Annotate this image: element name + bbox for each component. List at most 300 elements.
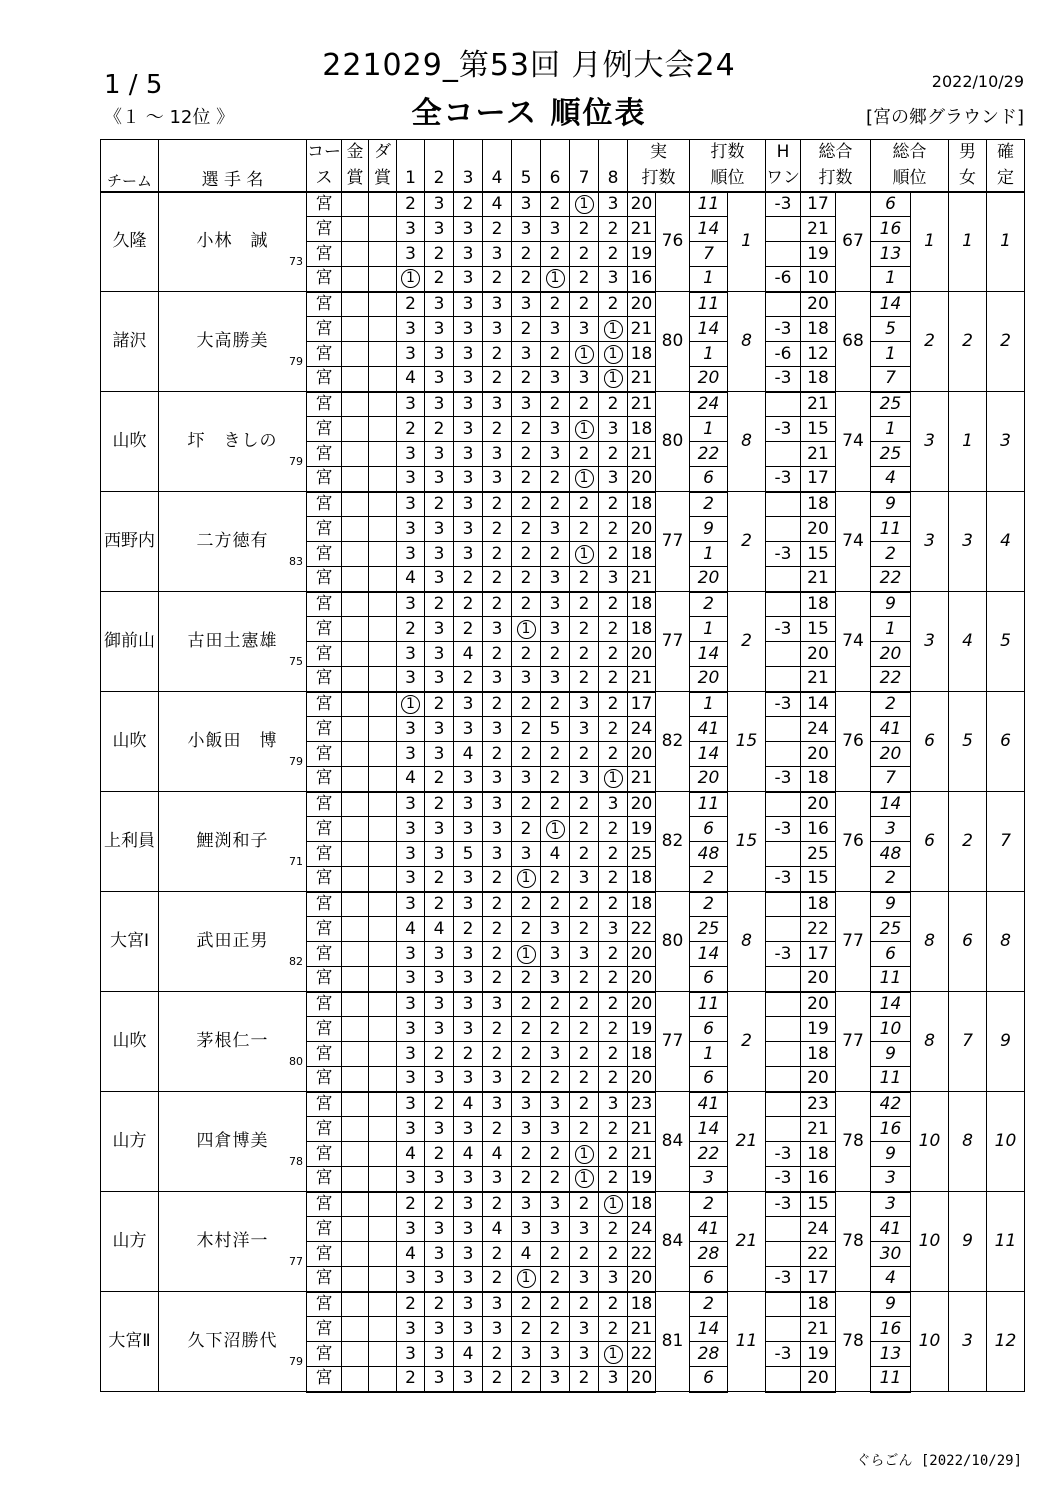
hole-score-cell: 3 xyxy=(425,342,454,367)
round-total-cell: 20 xyxy=(801,642,836,667)
player-header: 選 手 名 xyxy=(159,166,307,192)
hole-score-cell: 3 xyxy=(541,617,570,642)
actual-strokes-cell: 77 xyxy=(656,592,690,692)
round-total-rank-cell: 10 xyxy=(871,1017,911,1042)
hole-score-cell: 2 xyxy=(512,817,541,842)
round-rank-cell: 9 xyxy=(690,517,728,542)
round-rank-cell: 6 xyxy=(690,1017,728,1042)
round-score-cell: 20 xyxy=(628,467,656,492)
da-prize-cell xyxy=(369,642,397,667)
hole-score-cell: 2 xyxy=(425,417,454,442)
player-age: 75 xyxy=(289,655,303,668)
player-name: 武田正男 xyxy=(196,931,269,951)
round-score-cell: 22 xyxy=(628,1242,656,1267)
gold-prize-cell xyxy=(342,1242,369,1267)
hole-score-cell: 2 xyxy=(454,917,483,942)
hole-score-cell: 2 xyxy=(599,1217,628,1242)
gold-prize-cell xyxy=(342,642,369,667)
header-row-2: チーム 選 手 名 ス 賞 賞 1 2 3 4 5 6 7 8 打数 順位 ワン 打数 順位 女 定 xyxy=(101,166,1025,192)
hole-score-cell: 3 xyxy=(454,1367,483,1392)
gold-prize-cell xyxy=(342,567,369,592)
player-name: 四倉博美 xyxy=(196,1131,269,1151)
hole-score-cell: 2 xyxy=(599,492,628,517)
hole-score-cell: 3 xyxy=(483,242,512,267)
hole-score-cell: 3 xyxy=(483,442,512,467)
gold-prize-cell xyxy=(342,392,369,417)
hole-score-cell xyxy=(397,267,425,292)
stroke-rank-cell: 15 xyxy=(728,692,766,792)
gold-prize-cell xyxy=(342,867,369,892)
hole-score-cell: 2 xyxy=(599,1017,628,1042)
round-rank-cell: 2 xyxy=(690,1292,728,1317)
hole-in-one-cell xyxy=(766,1217,801,1242)
hole-score-cell: 3 xyxy=(454,1217,483,1242)
round-score-cell: 20 xyxy=(628,942,656,967)
final-rank-cell: 8 xyxy=(987,892,1025,992)
hole-in-one-cell xyxy=(766,717,801,742)
round-score-cell: 21 xyxy=(628,1117,656,1142)
hole-in-one-mark: 1 xyxy=(517,620,536,639)
round-total-cell: 16 xyxy=(801,1167,836,1192)
total-rank-cell: 2 xyxy=(911,292,949,392)
round-total-cell: 12 xyxy=(801,342,836,367)
hole-score-cell: 2 xyxy=(483,1042,512,1067)
hole-score-cell: 2 xyxy=(512,1292,541,1317)
da-prize-cell xyxy=(369,892,397,917)
hole-in-one-cell: -3 xyxy=(766,1192,801,1217)
round-total-rank-cell: 9 xyxy=(871,592,911,617)
rank-range: 《１ ～ 12位 》 xyxy=(104,107,235,128)
hole-in-one-mark: 1 xyxy=(575,420,594,439)
hole-score-cell: 3 xyxy=(454,1267,483,1292)
team-cell: 山方 xyxy=(101,1092,159,1192)
course-cell: 宮 xyxy=(307,817,342,842)
hole-score-cell: 3 xyxy=(425,1067,454,1092)
hole-score-cell: 2 xyxy=(425,767,454,792)
round-score-cell: 21 xyxy=(628,217,656,242)
da-prize-cell xyxy=(369,1117,397,1142)
player-age: 77 xyxy=(289,1255,303,1268)
final-rank-cell: 9 xyxy=(987,992,1025,1092)
hole-score-cell: 3 xyxy=(425,1367,454,1392)
round-total-cell: 18 xyxy=(801,1292,836,1317)
hole-score-cell: 3 xyxy=(512,217,541,242)
hole-score-cell: 2 xyxy=(599,942,628,967)
team-cell: 山吹 xyxy=(101,692,159,792)
hole-score-cell: 2 xyxy=(483,917,512,942)
hole-score-cell: 2 xyxy=(512,442,541,467)
hole-score-cell: 3 xyxy=(454,317,483,342)
team-header-top xyxy=(101,140,159,166)
actual-strokes-cell: 81 xyxy=(656,1292,690,1392)
hole-in-one-cell: -3 xyxy=(766,867,801,892)
hole-score-cell: 2 xyxy=(512,317,541,342)
round-total-rank-cell: 22 xyxy=(871,567,911,592)
hole-score-cell: 2 xyxy=(599,842,628,867)
course-cell: 宮 xyxy=(307,617,342,642)
round-score-cell: 23 xyxy=(628,1092,656,1117)
hole-score-cell: 3 xyxy=(454,242,483,267)
hole-score-cell: 3 xyxy=(454,492,483,517)
player-name: 小飯田 博 xyxy=(187,731,278,751)
actual-strokes-cell: 80 xyxy=(656,892,690,992)
da-prize-cell xyxy=(369,492,397,517)
hole-score-cell: 2 xyxy=(599,1117,628,1142)
hole-score-cell: 2 xyxy=(397,292,425,317)
hole-score-cell: 2 xyxy=(483,867,512,892)
hole-score-cell: 4 xyxy=(397,1142,425,1167)
round-total-rank-cell: 20 xyxy=(871,742,911,767)
hole-score-cell: 2 xyxy=(541,242,570,267)
da-prize-cell xyxy=(369,617,397,642)
hole-in-one-header: H xyxy=(766,140,801,166)
hole-score-cell: 2 xyxy=(570,567,599,592)
team-cell: 山吹 xyxy=(101,992,159,1092)
hole-score-cell: 3 xyxy=(512,1217,541,1242)
hole-score-cell xyxy=(512,617,541,642)
round-total-rank-cell: 30 xyxy=(871,1242,911,1267)
hole-score-cell xyxy=(570,467,599,492)
da-prize-cell xyxy=(369,592,397,617)
hole-score-cell: 3 xyxy=(397,242,425,267)
hole-score-cell: 3 xyxy=(512,292,541,317)
hole-in-one-mark: 1 xyxy=(575,545,594,564)
hole-score-cell: 3 xyxy=(397,217,425,242)
round-total-cell: 25 xyxy=(801,842,836,867)
hole-score-cell: 3 xyxy=(397,867,425,892)
hole-score-cell: 3 xyxy=(425,442,454,467)
hole-score-cell: 3 xyxy=(454,1117,483,1142)
hole-in-one-mark: 1 xyxy=(575,1145,594,1164)
hole-score-cell: 2 xyxy=(570,1117,599,1142)
hole-score-cell: 2 xyxy=(512,1017,541,1042)
total-strokes-cell: 76 xyxy=(836,692,871,792)
da-prize-cell xyxy=(369,317,397,342)
hole-score-cell: 2 xyxy=(570,1042,599,1067)
hole-score-cell: 3 xyxy=(454,967,483,992)
hole-score-cell: 3 xyxy=(397,317,425,342)
hole-in-one-cell: -3 xyxy=(766,1142,801,1167)
round-total-rank-cell: 2 xyxy=(871,867,911,892)
round-score-cell: 19 xyxy=(628,242,656,267)
player-name: 古田土憲雄 xyxy=(187,631,278,651)
course-cell: 宮 xyxy=(307,642,342,667)
hole-score-cell: 3 xyxy=(397,392,425,417)
round-score-cell: 18 xyxy=(628,592,656,617)
round-rank-cell: 6 xyxy=(690,817,728,842)
round-rank-cell: 1 xyxy=(690,542,728,567)
hole-score-cell: 2 xyxy=(541,392,570,417)
hole-score-cell: 3 xyxy=(599,1367,628,1392)
total-strokes-cell: 74 xyxy=(836,492,871,592)
hole-score-cell: 3 xyxy=(397,667,425,692)
course-cell: 宮 xyxy=(307,1167,342,1192)
hole-score-cell: 3 xyxy=(425,392,454,417)
hole-score-cell: 4 xyxy=(454,1342,483,1367)
hole-score-cell: 3 xyxy=(397,967,425,992)
round-rank-cell: 1 xyxy=(690,692,728,717)
hole-score-cell: 4 xyxy=(541,842,570,867)
round-rank-cell: 48 xyxy=(690,842,728,867)
hole-score-cell: 3 xyxy=(397,442,425,467)
hole-score-cell: 2 xyxy=(425,692,454,717)
da-prize-cell xyxy=(369,692,397,717)
round-total-cell: 18 xyxy=(801,492,836,517)
final-rank-cell: 7 xyxy=(987,792,1025,892)
hole-score-cell: 3 xyxy=(483,1317,512,1342)
hole-score-cell: 2 xyxy=(454,192,483,217)
hole-score-cell: 3 xyxy=(397,1042,425,1067)
player-cell xyxy=(159,192,307,292)
round-total-cell: 15 xyxy=(801,417,836,442)
hole-score-cell: 2 xyxy=(483,1342,512,1367)
table-row xyxy=(101,892,1025,917)
hole-score-cell: 2 xyxy=(570,292,599,317)
course-cell: 宮 xyxy=(307,467,342,492)
round-rank-cell: 2 xyxy=(690,592,728,617)
gold-prize-cell xyxy=(342,1042,369,1067)
gold-prize-cell xyxy=(342,467,369,492)
round-total-rank-cell: 13 xyxy=(871,242,911,267)
round-rank-cell: 22 xyxy=(690,442,728,467)
hole-score-cell: 3 xyxy=(397,1217,425,1242)
course-cell: 宮 xyxy=(307,1267,342,1292)
round-total-cell: 18 xyxy=(801,1142,836,1167)
results-body xyxy=(101,192,1025,1392)
gold-prize-cell xyxy=(342,892,369,917)
gold-prize-cell xyxy=(342,1067,369,1092)
hole-in-one-cell xyxy=(766,842,801,867)
round-score-cell: 21 xyxy=(628,567,656,592)
hole-score-cell: 4 xyxy=(454,1092,483,1117)
round-score-cell: 25 xyxy=(628,842,656,867)
hole-score-cell: 2 xyxy=(541,1067,570,1092)
round-score-cell: 20 xyxy=(628,792,656,817)
gender-rank-cell: 7 xyxy=(949,992,987,1092)
hole-score-cell: 2 xyxy=(483,217,512,242)
hole-score-cell: 4 xyxy=(397,567,425,592)
hole-score-cell: 2 xyxy=(454,1042,483,1067)
round-rank-cell: 6 xyxy=(690,467,728,492)
hole-score-cell: 2 xyxy=(483,342,512,367)
hole-score-cell: 3 xyxy=(397,1317,425,1342)
course-cell: 宮 xyxy=(307,367,342,392)
da-prize-cell xyxy=(369,1317,397,1342)
hole-header-2: 2 xyxy=(425,166,454,192)
hole-score-cell: 3 xyxy=(425,1317,454,1342)
hole-score-cell: 2 xyxy=(512,917,541,942)
final-rank-cell: 12 xyxy=(987,1292,1025,1392)
hole-score-cell: 2 xyxy=(570,792,599,817)
da-prize-cell xyxy=(369,1092,397,1117)
round-rank-cell: 14 xyxy=(690,1117,728,1142)
round-total-cell: 20 xyxy=(801,742,836,767)
hole-score-cell: 2 xyxy=(570,1192,599,1217)
gold-prize-cell xyxy=(342,917,369,942)
actual-strokes-cell: 77 xyxy=(656,992,690,1092)
hole-score-cell: 2 xyxy=(541,1267,570,1292)
hole-in-one-mark: 1 xyxy=(575,469,594,488)
round-total-rank-cell: 41 xyxy=(871,1217,911,1242)
round-total-cell: 22 xyxy=(801,917,836,942)
hole-score-cell: 2 xyxy=(483,742,512,767)
hole-header-8: 8 xyxy=(599,166,628,192)
round-total-cell: 20 xyxy=(801,1367,836,1392)
hole-score-cell: 2 xyxy=(541,542,570,567)
results-table xyxy=(100,139,1025,1393)
round-total-rank-cell: 9 xyxy=(871,1142,911,1167)
da-prize-cell xyxy=(369,242,397,267)
table-row xyxy=(101,1192,1025,1217)
course-cell: 宮 xyxy=(307,692,342,717)
hole-score-cell: 3 xyxy=(541,1342,570,1367)
hole-score-cell: 2 xyxy=(599,217,628,242)
round-total-rank-cell: 9 xyxy=(871,1042,911,1067)
hole-score-cell: 3 xyxy=(599,267,628,292)
hole-score-cell: 2 xyxy=(512,992,541,1017)
da-prize-cell xyxy=(369,267,397,292)
hole-score-cell: 2 xyxy=(425,892,454,917)
final-rank-cell: 6 xyxy=(987,692,1025,792)
player-cell xyxy=(159,392,307,492)
round-total-rank-cell: 6 xyxy=(871,942,911,967)
hole-score-cell: 3 xyxy=(512,842,541,867)
round-score-cell: 21 xyxy=(628,392,656,417)
hole-in-one-cell: -3 xyxy=(766,817,801,842)
round-score-cell: 19 xyxy=(628,1167,656,1192)
hole-score-cell: 3 xyxy=(425,1342,454,1367)
total-header: 総合 xyxy=(801,140,871,166)
total-strokes-cell: 78 xyxy=(836,1192,871,1292)
hole-score-cell: 3 xyxy=(454,942,483,967)
hole-score-cell: 2 xyxy=(541,467,570,492)
da-prize-cell xyxy=(369,1017,397,1042)
hole-score-cell: 3 xyxy=(397,642,425,667)
hole-score-cell: 3 xyxy=(570,1317,599,1342)
round-rank-cell: 22 xyxy=(690,1142,728,1167)
hole-in-one-cell: -6 xyxy=(766,342,801,367)
round-total-cell: 17 xyxy=(801,942,836,967)
hole-score-cell: 3 xyxy=(397,892,425,917)
player-cell xyxy=(159,892,307,992)
round-score-cell: 21 xyxy=(628,1317,656,1342)
round-total-cell: 19 xyxy=(801,1342,836,1367)
hole-score-cell: 2 xyxy=(512,1367,541,1392)
gold-prize-cell xyxy=(342,1317,369,1342)
round-rank-cell: 41 xyxy=(690,1092,728,1117)
round-rank-cell: 6 xyxy=(690,1367,728,1392)
stroke-rank-cell: 8 xyxy=(728,392,766,492)
hole-score-cell: 3 xyxy=(599,792,628,817)
hole-score-cell: 2 xyxy=(541,1017,570,1042)
gold-prize-cell xyxy=(342,1117,369,1142)
round-score-cell: 18 xyxy=(628,417,656,442)
round-total-rank-cell: 3 xyxy=(871,1167,911,1192)
stroke-rank-cell: 2 xyxy=(728,492,766,592)
hole-score-cell: 2 xyxy=(599,442,628,467)
hole-score-cell: 3 xyxy=(483,1067,512,1092)
da-prize-cell xyxy=(369,567,397,592)
hole-score-cell: 2 xyxy=(599,617,628,642)
da-prize-cell xyxy=(369,967,397,992)
hole-score-cell: 2 xyxy=(541,292,570,317)
hole-score-cell: 3 xyxy=(541,367,570,392)
hole-in-one-mark: 1 xyxy=(517,869,536,888)
team-cell: 西野内 xyxy=(101,492,159,592)
hole-score-cell: 2 xyxy=(570,1367,599,1392)
hole-score-cell: 2 xyxy=(512,1142,541,1167)
course-cell: 宮 xyxy=(307,442,342,467)
hole-score-cell: 3 xyxy=(397,1017,425,1042)
hole-in-one-cell: -3 xyxy=(766,367,801,392)
round-rank-cell: 2 xyxy=(690,492,728,517)
gender-rank-cell: 3 xyxy=(949,1292,987,1392)
round-total-rank-cell: 1 xyxy=(871,342,911,367)
hole-score-cell: 3 xyxy=(397,467,425,492)
hole-score-cell: 2 xyxy=(425,492,454,517)
hole-score-cell: 3 xyxy=(570,942,599,967)
hole-score-cell: 3 xyxy=(570,317,599,342)
da-prize-cell xyxy=(369,542,397,567)
round-total-rank-cell: 4 xyxy=(871,467,911,492)
hole-score-cell: 2 xyxy=(570,1092,599,1117)
course-cell: 宮 xyxy=(307,392,342,417)
hole-score-cell: 3 xyxy=(570,867,599,892)
course-cell: 宮 xyxy=(307,842,342,867)
round-rank-cell: 24 xyxy=(690,392,728,417)
hole-score-cell: 2 xyxy=(599,892,628,917)
hole-score-cell: 2 xyxy=(570,1292,599,1317)
round-rank-cell: 2 xyxy=(690,867,728,892)
gold-prize-cell xyxy=(342,217,369,242)
player-cell xyxy=(159,592,307,692)
hole-score-cell: 2 xyxy=(541,642,570,667)
da-prize-cell xyxy=(369,1192,397,1217)
round-score-cell: 21 xyxy=(628,367,656,392)
hole-in-one-cell: -3 xyxy=(766,692,801,717)
course-cell: 宮 xyxy=(307,992,342,1017)
hole-score-cell: 3 xyxy=(425,817,454,842)
hole-score-cell: 2 xyxy=(397,617,425,642)
player-age: 82 xyxy=(289,955,303,968)
hole-score-cell xyxy=(512,942,541,967)
round-total-rank-cell: 2 xyxy=(871,542,911,567)
hole-score-cell: 2 xyxy=(541,742,570,767)
hole-score-cell: 2 xyxy=(570,1242,599,1267)
round-rank-cell: 14 xyxy=(690,317,728,342)
hole-score-cell: 3 xyxy=(397,1092,425,1117)
player-age: 79 xyxy=(289,755,303,768)
round-total-cell: 15 xyxy=(801,867,836,892)
hole-in-one-cell xyxy=(766,1092,801,1117)
player-header-top xyxy=(159,140,307,166)
hole-score-cell: 2 xyxy=(541,1242,570,1267)
hole-score-cell: 2 xyxy=(512,1042,541,1067)
table-row xyxy=(101,1092,1025,1117)
gender-rank-cell: 4 xyxy=(949,592,987,692)
round-rank-cell: 41 xyxy=(690,1217,728,1242)
round-total-cell: 20 xyxy=(801,517,836,542)
hole-score-cell: 3 xyxy=(483,792,512,817)
hole-score-cell: 3 xyxy=(397,542,425,567)
hole-score-cell: 2 xyxy=(570,592,599,617)
round-total-cell: 14 xyxy=(801,692,836,717)
round-total-rank-cell: 1 xyxy=(871,617,911,642)
hole-score-cell: 3 xyxy=(425,1167,454,1192)
round-total-rank-cell: 42 xyxy=(871,1092,911,1117)
hole-score-cell: 3 xyxy=(570,367,599,392)
hole-in-one-cell: -3 xyxy=(766,767,801,792)
